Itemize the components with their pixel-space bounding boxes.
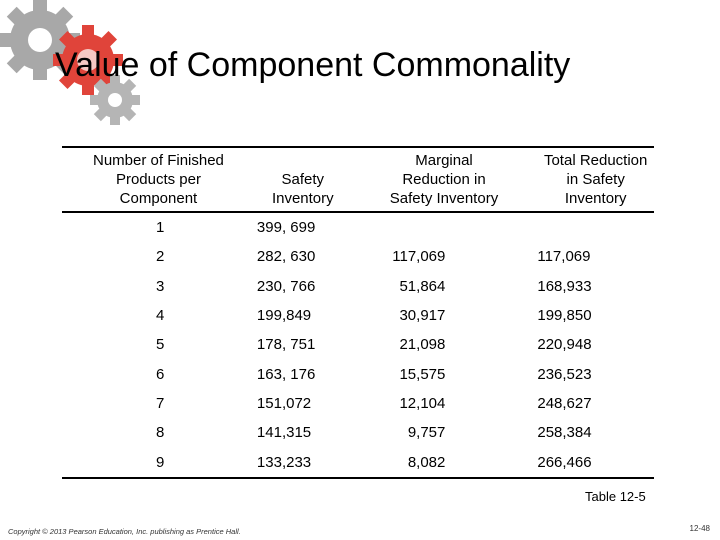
cell-marginal-reduction bbox=[351, 212, 538, 242]
cell-safety-inventory: 178, 751 bbox=[256, 336, 316, 354]
cell-total-reduction: 266,466 bbox=[537, 453, 592, 471]
cell-safety-inventory: 141,315 bbox=[256, 424, 312, 442]
cell-total-reduction: 236,523 bbox=[537, 365, 592, 383]
cell-products: 9 bbox=[156, 453, 165, 471]
cell-safety-inventory: 282, 630 bbox=[256, 248, 316, 266]
copyright-notice: Copyright © 2013 Pearson Education, Inc. publishing as Prentice Hall. bbox=[8, 527, 241, 536]
cell-products: 2 bbox=[156, 248, 165, 266]
cell-marginal-reduction: 117,069 bbox=[392, 248, 446, 266]
table-row bbox=[62, 389, 654, 418]
cell-products: 3 bbox=[156, 277, 165, 295]
header-total-reduction: Total Reduction in Safety Inventory bbox=[543, 152, 648, 207]
cell-safety-inventory: 230, 766 bbox=[256, 277, 316, 295]
cell-total-reduction: 117,069 bbox=[537, 248, 591, 266]
commonality-table bbox=[62, 146, 654, 479]
cell-products: 6 bbox=[156, 365, 165, 383]
slide-number: 12-48 bbox=[689, 524, 710, 533]
table-row bbox=[62, 447, 654, 477]
cell-products: 1 bbox=[156, 219, 165, 237]
cell-marginal-reduction: 21,098 bbox=[399, 336, 446, 354]
table-row bbox=[62, 330, 654, 359]
table-row bbox=[62, 212, 654, 242]
cell-products: 4 bbox=[156, 307, 165, 325]
header-finished-products: Number of Finished Products per Component bbox=[93, 152, 224, 207]
cell-total-reduction bbox=[537, 212, 654, 242]
table-row bbox=[62, 301, 654, 330]
table-row bbox=[62, 359, 654, 388]
cell-products: 8 bbox=[156, 424, 165, 442]
cell-products: 5 bbox=[156, 336, 165, 354]
page-title: Value of Component Commonality bbox=[55, 46, 571, 84]
cell-safety-inventory: 151,072 bbox=[256, 394, 312, 412]
table-header-row bbox=[62, 147, 654, 212]
cell-total-reduction: 220,948 bbox=[537, 336, 592, 354]
cell-marginal-reduction: 9,757 bbox=[407, 424, 446, 442]
table-row bbox=[62, 242, 654, 271]
cell-total-reduction: 248,627 bbox=[537, 394, 592, 412]
table-row bbox=[62, 418, 654, 447]
cell-marginal-reduction: 12,104 bbox=[399, 394, 446, 412]
cell-total-reduction: 199,850 bbox=[537, 307, 592, 325]
cell-products: 7 bbox=[156, 394, 165, 412]
cell-marginal-reduction: 51,864 bbox=[399, 277, 446, 295]
header-marginal-reduction: Marginal Reduction in Safety Inventory bbox=[389, 152, 499, 207]
cell-total-reduction: 168,933 bbox=[537, 277, 592, 295]
cell-safety-inventory: 133,233 bbox=[256, 453, 312, 471]
cell-safety-inventory: 199,849 bbox=[256, 307, 312, 325]
cell-safety-inventory: 399, 699 bbox=[256, 219, 316, 237]
cell-total-reduction: 258,384 bbox=[537, 424, 592, 442]
table-row bbox=[62, 272, 654, 301]
cell-marginal-reduction: 30,917 bbox=[399, 307, 446, 325]
cell-marginal-reduction: 8,082 bbox=[407, 453, 446, 471]
cell-safety-inventory: 163, 176 bbox=[256, 365, 316, 383]
cell-marginal-reduction: 15,575 bbox=[399, 365, 446, 383]
header-safety-inventory: Safety Inventory bbox=[271, 171, 334, 207]
table-caption: Table 12-5 bbox=[585, 489, 646, 504]
